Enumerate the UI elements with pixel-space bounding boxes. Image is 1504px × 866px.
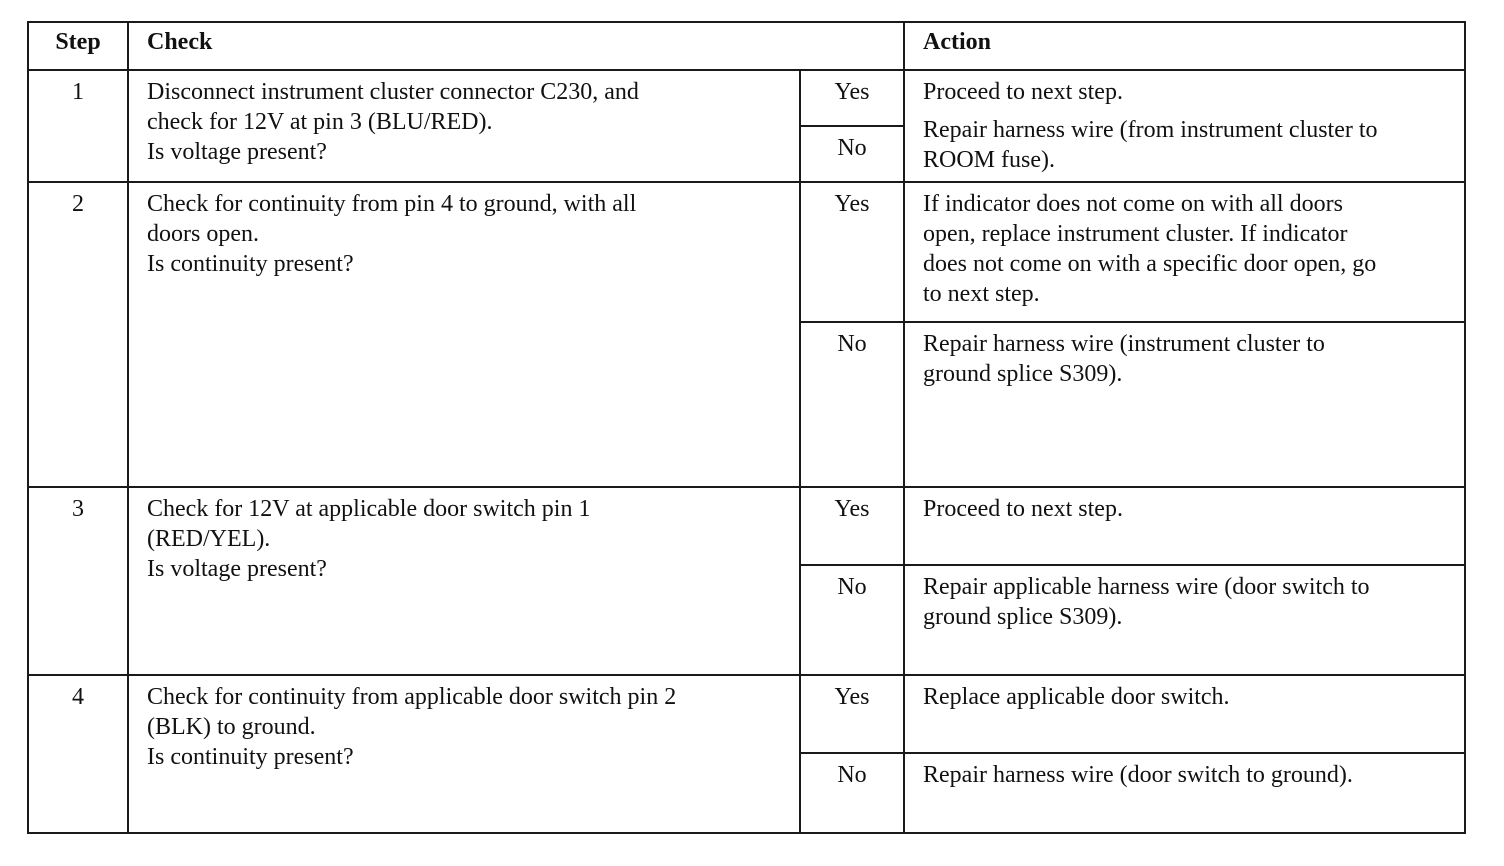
no-action-text: Repair harness wire (instrument cluster to [923, 331, 1325, 357]
yes-action-cell [904, 182, 1465, 322]
check-text: Disconnect instrument cluster connector C230, and [147, 79, 639, 105]
yes-label: Yes [800, 70, 904, 126]
no-label: No [800, 322, 904, 487]
check-text: Is continuity present? [147, 251, 354, 277]
check-cell [128, 70, 800, 182]
header-check: Check [128, 22, 904, 70]
no-action-cell [904, 565, 1465, 675]
action-cell [904, 70, 1465, 182]
no-action-text: Repair harness wire (from instrument cluster to [923, 117, 1378, 143]
check-cell [128, 675, 800, 833]
check-text: check for 12V at pin 3 (BLU/RED). [147, 109, 493, 135]
troubleshooting-table [27, 21, 1466, 834]
yes-label: Yes [800, 675, 904, 753]
yes-action-text: Replace applicable door switch. [923, 684, 1230, 710]
table-row [28, 675, 1465, 753]
check-text: Check for continuity from applicable door switch pin 2 [147, 684, 677, 710]
yes-action-text: open, replace instrument cluster. If indicator [923, 221, 1348, 247]
no-action-text: Repair harness wire (door switch to ground). [923, 762, 1353, 788]
yes-label: Yes [800, 487, 904, 565]
header-step: Step [28, 22, 128, 70]
check-text: Is continuity present? [147, 744, 354, 770]
no-label: No [800, 753, 904, 833]
header-row [28, 22, 1465, 70]
yes-action-cell [904, 675, 1465, 753]
check-text: Check for 12V at applicable door switch pin 1 [147, 496, 591, 522]
table-row [28, 487, 1465, 565]
no-action-cell [904, 753, 1465, 833]
check-text: (BLK) to ground. [147, 714, 316, 740]
step-number: 4 [28, 675, 128, 833]
yes-label: Yes [800, 182, 904, 322]
no-action-text: ground splice S309). [923, 604, 1123, 630]
check-text: Is voltage present? [147, 139, 327, 165]
no-action-text: ground splice S309). [923, 361, 1123, 387]
check-text: Check for continuity from pin 4 to ground, with all [147, 191, 637, 217]
step-number: 3 [28, 487, 128, 675]
check-cell [128, 487, 800, 675]
table-row [28, 70, 1465, 126]
check-cell [128, 182, 800, 487]
yes-action-cell [904, 487, 1465, 565]
yes-action-text: to next step. [923, 281, 1040, 307]
check-text: (RED/YEL). [147, 526, 271, 552]
no-action-text: Repair applicable harness wire (door switch to [923, 574, 1370, 600]
yes-action-text: If indicator does not come on with all doors [923, 191, 1343, 217]
no-action-cell [904, 322, 1465, 487]
step-number: 2 [28, 182, 128, 487]
yes-action-text: does not come on with a specific door open, go [923, 251, 1377, 277]
no-label: No [800, 565, 904, 675]
check-text: Is voltage present? [147, 556, 327, 582]
yes-action-text: Proceed to next step. [923, 79, 1123, 105]
step-number: 1 [28, 70, 128, 182]
yes-action-text: Proceed to next step. [923, 496, 1123, 522]
table-row [28, 182, 1465, 322]
check-text: doors open. [147, 221, 259, 247]
no-action-text: ROOM fuse). [923, 147, 1055, 173]
header-action: Action [904, 22, 1465, 70]
no-label: No [800, 126, 904, 182]
